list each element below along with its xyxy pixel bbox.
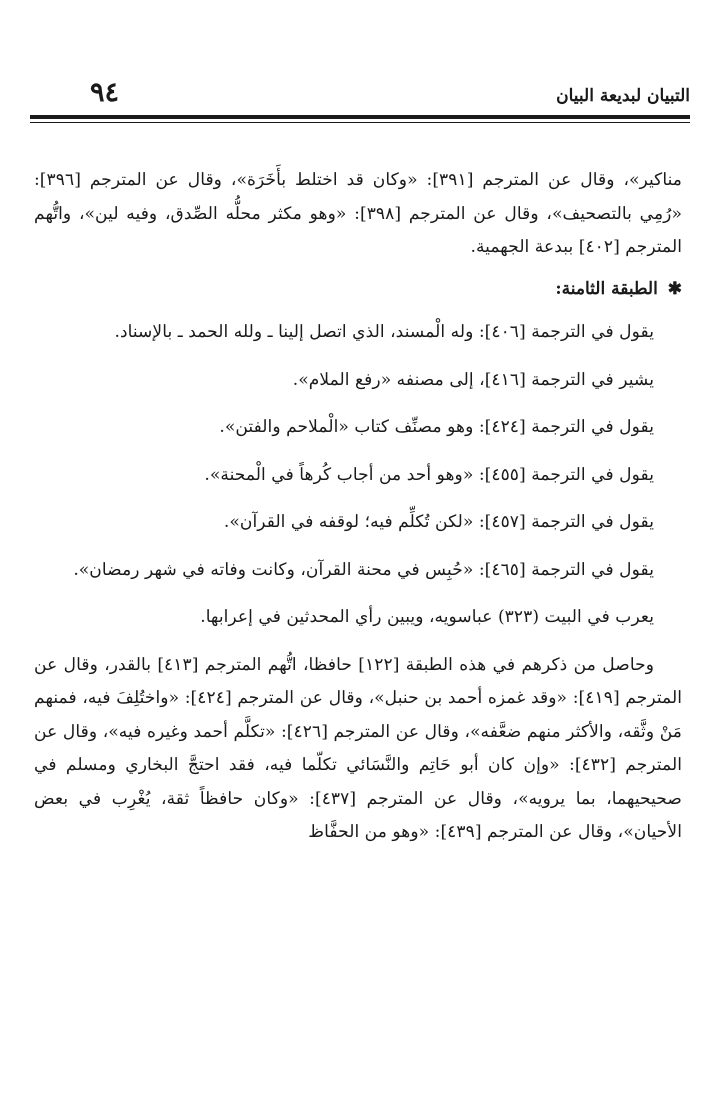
list-item: يشير في الترجمة [٤١٦]، إلى مصنفه «رفع الملام». bbox=[292, 369, 654, 390]
list-item: يقول في الترجمة [٤٠٦]: وله الْمسند، الذي اتصل إلينا ـ ولله الحمد ـ بالإسناد. bbox=[114, 322, 654, 342]
running-title: التبيان لبديعة البيان bbox=[556, 86, 690, 106]
header-rule-thin bbox=[30, 122, 690, 123]
list-item: يقول في الترجمة [٤٥٥]: «وهو أحد من أجاب كُرهاً في الْمحنة». bbox=[204, 464, 654, 485]
page-number: ٩٤ bbox=[90, 77, 120, 108]
list-item: يقول في الترجمة [٤٥٧]: «لكن تُكلِّم فيه؛ لوقفه في القرآن». bbox=[223, 512, 654, 532]
list-item: يعرب في البيت (٣٢٣) عباسويه، ويبين رأي المحدثين في إعرابها. bbox=[200, 607, 654, 627]
section-heading bbox=[34, 273, 682, 307]
list-item: يقول في الترجمة [٤٦٥]: «حُبِس في محنة القرآن، وكانت وفاته في شهر رمضان». bbox=[73, 559, 654, 580]
list-item: يقول في الترجمة [٤٢٤]: وهو مصنِّف كتاب «الْملاحم والفتن». bbox=[219, 417, 654, 437]
opening-paragraph: مناكير»، وقال عن المترجم [٣٩١]: «وكان قد اختلط بأَخَرَة»، وقال عن المترجم [٣٩٦]: «رُمِي بالتصحيف»، وقال عن المترجم [٣٩٨]: «وهو مكثر محلُّه الصِّدق، وفيه لين»، واتُّهم المترجم [٤٠٢] ببدعة الجهمية. bbox=[34, 170, 682, 257]
closing-paragraph: وحاصل من ذكرهم في هذه الطبقة [١٢٢] حافظا، اتُّهم المترجم [٤١٣] بالقدر، وقال عن المترجم [٤١٩]: «وقد غمزه أحمد بن حنبل»، وقال عن المترجم [٤٢٤]: «واختُلِفَ فيه، فمنهم مَنْ وثَّقه، والأكثر منهم ضعَّفه»، وقال عن المترجم [٤٢٦]: «تكلَّم أحمد وغيره فيه»، وقال عن المترجم [٤٣٢]: «وإن كان أبو حَاتِم والنَّسَائي تكلّما فيه، فقد احتجَّ البخاري ومسلم في صحيحيهما، بما يرويه»، وقال عن المترجم [٤٣٧]: «وكان حافظاً ثقة، يُغْرِب في بعض الأحيان»، وقال عن المترجم [٤٣٩]: «وهو من الحفَّاظ bbox=[34, 654, 682, 842]
header-rule-thick bbox=[30, 115, 690, 119]
asterisk-bullet-icon: ✱ bbox=[667, 278, 682, 299]
page-header bbox=[30, 77, 690, 108]
section-heading-text: الطبقة الثامنة: bbox=[555, 278, 658, 299]
page-body bbox=[34, 164, 682, 850]
